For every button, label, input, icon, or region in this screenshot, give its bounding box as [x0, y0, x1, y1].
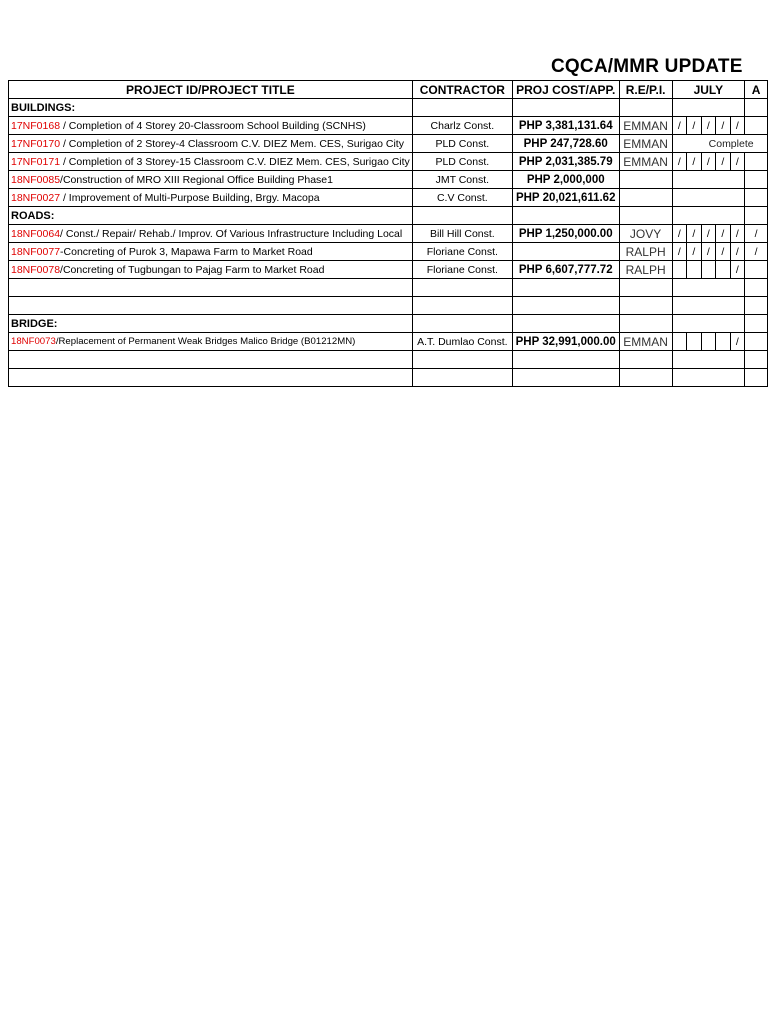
section-label-buildings[interactable]: BUILDINGS: — [9, 99, 413, 117]
next-month-cell[interactable]: / — [745, 243, 768, 261]
project-id: 18NF0085 — [11, 173, 61, 186]
project-id: 17NF0171 — [11, 155, 61, 168]
contractor-cell[interactable]: Bill Hill Const. — [412, 225, 512, 243]
cost-cell[interactable]: PHP 247,728.60 — [512, 135, 619, 153]
project-id: 18NF0064 — [11, 227, 61, 240]
july-week-5[interactable]: / — [730, 261, 744, 279]
next-month-cell[interactable]: / — [745, 225, 768, 243]
july-week-3[interactable]: / — [701, 117, 715, 135]
table-row — [9, 189, 768, 207]
project-cell[interactable] — [9, 189, 413, 207]
project-title: / Completion of 3 Storey-15 Classroom C.V. DIEZ Mem. CES, Surigao City — [60, 155, 410, 168]
project-title: / Improvement of Multi-Purpose Building, Brgy. Macopa — [60, 191, 320, 204]
section-row-buildings — [9, 99, 768, 117]
project-title: /Concreting of Tugbungan to Pajag Farm to Market Road — [60, 263, 325, 276]
section-label-bridge[interactable]: BRIDGE: — [9, 315, 413, 333]
project-title: /Replacement of Permanent Weak Bridges Malico Bridge (B01212MN) — [55, 336, 356, 347]
project-id: 18NF0077 — [11, 245, 61, 258]
july-week-5[interactable]: / — [730, 153, 744, 171]
cost-cell[interactable]: PHP 6,607,777.72 — [512, 261, 619, 279]
table-row — [9, 117, 768, 135]
july-week-3[interactable] — [701, 333, 715, 351]
header-next-month[interactable]: A — [745, 81, 768, 99]
section-label-roads[interactable]: ROADS: — [9, 207, 413, 225]
project-cell[interactable] — [9, 171, 413, 189]
july-week-3[interactable]: / — [701, 243, 715, 261]
rep-cell[interactable] — [619, 189, 672, 207]
rep-cell[interactable]: EMMAN — [619, 117, 672, 135]
rep-cell[interactable]: RALPH — [619, 243, 672, 261]
rep-cell[interactable]: JOVY — [619, 225, 672, 243]
july-week-2[interactable]: / — [687, 153, 701, 171]
header-july[interactable]: JULY — [672, 81, 744, 99]
complete-status[interactable]: Complete — [672, 135, 767, 153]
july-week-3[interactable] — [701, 261, 715, 279]
header-cost[interactable]: PROJ COST/APP. — [512, 81, 619, 99]
project-id: 17NF0170 — [11, 137, 61, 150]
cost-cell[interactable]: PHP 3,381,131.64 — [512, 117, 619, 135]
next-month-cell[interactable] — [745, 153, 768, 171]
project-title: -Concreting of Purok 3, Mapawa Farm to Market Road — [60, 245, 313, 258]
july-week-4[interactable]: / — [716, 225, 730, 243]
rep-cell[interactable]: EMMAN — [619, 333, 672, 351]
table-row — [9, 135, 768, 153]
project-title: / Const./ Repair/ Rehab./ Improv. Of Various Infrastructure Including Local — [60, 227, 403, 240]
table-row — [9, 243, 768, 261]
project-cell[interactable] — [9, 225, 413, 243]
july-week-1[interactable]: / — [672, 225, 686, 243]
july-week-2[interactable] — [687, 261, 701, 279]
empty-row — [9, 351, 768, 369]
contractor-cell[interactable]: Floriane Const. — [412, 243, 512, 261]
next-month-cell[interactable] — [745, 333, 768, 351]
empty-row — [9, 279, 768, 297]
july-week-3[interactable]: / — [701, 225, 715, 243]
july-week-4[interactable]: / — [716, 117, 730, 135]
table-row — [9, 153, 768, 171]
cost-cell[interactable]: PHP 20,021,611.62 — [512, 189, 619, 207]
empty-row — [9, 297, 768, 315]
july-week-1[interactable]: / — [672, 243, 686, 261]
july-week-4[interactable] — [716, 333, 730, 351]
project-title: / Completion of 4 Storey 20-Classroom School Building (SCNHS) — [60, 119, 366, 132]
project-cell[interactable] — [9, 117, 413, 135]
july-week-3[interactable]: / — [701, 153, 715, 171]
next-month-cell[interactable] — [745, 117, 768, 135]
project-id: 18NF0073 — [11, 336, 56, 347]
cost-cell[interactable]: PHP 32,991,000.00 — [512, 333, 619, 351]
empty-row — [9, 369, 768, 387]
july-week-5[interactable]: / — [730, 243, 744, 261]
july-week-1[interactable] — [672, 261, 686, 279]
next-month-cell[interactable] — [745, 261, 768, 279]
july-week-2[interactable]: / — [687, 225, 701, 243]
project-table — [8, 80, 768, 387]
contractor-cell[interactable]: A.T. Dumlao Const. — [412, 333, 512, 351]
header-rep[interactable]: R.E/P.I. — [619, 81, 672, 99]
header-row — [9, 81, 768, 99]
cost-cell[interactable]: PHP 1,250,000.00 — [512, 225, 619, 243]
contractor-cell[interactable]: C.V Const. — [412, 189, 512, 207]
table-row — [9, 171, 768, 189]
contractor-cell[interactable]: Floriane Const. — [412, 261, 512, 279]
rep-cell[interactable]: EMMAN — [619, 153, 672, 171]
july-week-5[interactable]: / — [730, 333, 744, 351]
header-project[interactable]: PROJECT ID/PROJECT TITLE — [9, 81, 413, 99]
july-week-2[interactable]: / — [687, 243, 701, 261]
july-week-5[interactable]: / — [730, 117, 744, 135]
project-cell[interactable] — [9, 243, 413, 261]
table-row — [9, 333, 768, 351]
cost-cell[interactable]: PHP 2,031,385.79 — [512, 153, 619, 171]
contractor-cell[interactable]: Charlz Const. — [412, 117, 512, 135]
section-row-bridge — [9, 315, 768, 333]
project-cell[interactable] — [9, 135, 413, 153]
project-id: 18NF0027 — [11, 191, 61, 204]
july-week-4[interactable]: / — [716, 153, 730, 171]
contractor-cell[interactable]: PLD Const. — [412, 153, 512, 171]
july-week-4[interactable] — [716, 261, 730, 279]
section-row-roads — [9, 207, 768, 225]
project-cell[interactable] — [9, 333, 413, 351]
project-id: 17NF0168 — [11, 119, 61, 132]
cost-cell[interactable] — [512, 243, 619, 261]
rep-cell[interactable] — [619, 171, 672, 189]
july-week-1[interactable] — [672, 333, 686, 351]
project-title: / Completion of 2 Storey-4 Classroom C.V. DIEZ Mem. CES, Surigao City — [60, 137, 404, 150]
table-row — [9, 261, 768, 279]
table-row — [9, 225, 768, 243]
rep-cell[interactable]: RALPH — [619, 261, 672, 279]
cost-cell[interactable]: PHP 2,000,000 — [512, 171, 619, 189]
july-week-5[interactable]: / — [730, 225, 744, 243]
july-week-2[interactable] — [687, 333, 701, 351]
header-contractor[interactable]: CONTRACTOR — [412, 81, 512, 99]
sheet-title: CQCA/MMR UPDATE — [551, 56, 743, 77]
contractor-cell[interactable]: PLD Const. — [412, 135, 512, 153]
project-title: /Construction of MRO XIII Regional Office Building Phase1 — [60, 173, 333, 186]
project-id: 18NF0078 — [11, 263, 61, 276]
july-week-1[interactable]: / — [672, 153, 686, 171]
july-week-1[interactable]: / — [672, 117, 686, 135]
contractor-cell[interactable]: JMT Const. — [412, 171, 512, 189]
july-week-4[interactable]: / — [716, 243, 730, 261]
project-cell[interactable] — [9, 261, 413, 279]
project-cell[interactable] — [9, 153, 413, 171]
july-week-2[interactable]: / — [687, 117, 701, 135]
rep-cell[interactable]: EMMAN — [619, 135, 672, 153]
